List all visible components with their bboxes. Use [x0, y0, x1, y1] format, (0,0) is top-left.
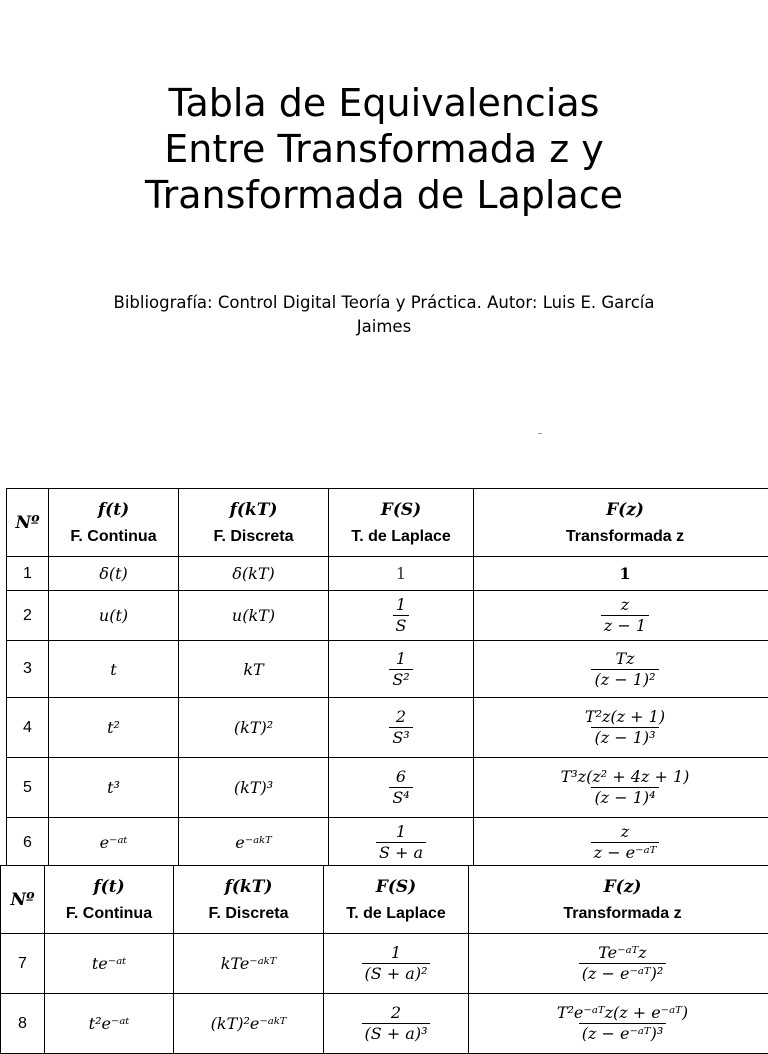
- row-number: 4: [7, 698, 49, 758]
- z-transform: [474, 758, 768, 818]
- title-line-2: Entre Transformada z y: [0, 126, 768, 172]
- discrete-function: (kT)²: [179, 698, 329, 758]
- fraction-numerator: T³z(z² + 4z + 1): [558, 768, 693, 787]
- artifact-mark: [538, 433, 542, 434]
- z-transform: 1: [474, 557, 768, 591]
- continuous-function: te⁻ᵃᵗ: [45, 934, 174, 994]
- table-row: [7, 698, 768, 758]
- table-header-row: [1, 866, 768, 934]
- header-laplace: F(S) T. de Laplace: [324, 866, 469, 934]
- laplace-transform: [324, 934, 469, 994]
- header-z-transform: F(z) Transformada z: [469, 866, 768, 934]
- transform-table-part-1: [6, 488, 768, 868]
- page-title: [0, 80, 768, 218]
- header-discrete: f(kT) F. Discreta: [174, 866, 324, 934]
- row-number: 5: [7, 758, 49, 818]
- fraction-denominator: (z − e⁻ᵃᵀ)²: [579, 963, 667, 983]
- continuous-function: t³: [49, 758, 179, 818]
- discrete-function: (kT)³: [179, 758, 329, 818]
- table-row: [7, 591, 768, 641]
- fraction-denominator: (z − 1)³: [591, 727, 658, 747]
- discrete-function: kTe⁻ᵃᵏᵀ: [174, 934, 324, 994]
- row-number: 7: [1, 934, 45, 994]
- laplace-transform: [329, 698, 474, 758]
- fraction-numerator: T²e⁻ᵃᵀz(z + e⁻ᵃᵀ): [554, 1004, 691, 1023]
- fraction-denominator: (z − 1)⁴: [591, 787, 658, 807]
- fraction-numerator: z: [618, 823, 632, 842]
- fraction-denominator: S: [393, 615, 410, 635]
- transform-table-part-2: [0, 865, 768, 1054]
- laplace-transform: [329, 641, 474, 698]
- table-row: [7, 641, 768, 698]
- z-transform: [474, 641, 768, 698]
- fraction-denominator: z − e⁻ᵃᵀ: [591, 842, 660, 862]
- header-laplace: F(S) T. de Laplace: [329, 489, 474, 557]
- row-number: 3: [7, 641, 49, 698]
- table-row: [7, 818, 768, 868]
- fraction-denominator: (z − 1)²: [591, 669, 658, 689]
- continuous-function: t²: [49, 698, 179, 758]
- table-row: [7, 557, 768, 591]
- fraction-numerator: 6: [393, 768, 409, 787]
- fraction-numerator: 2: [388, 1004, 404, 1023]
- discrete-function: kT: [179, 641, 329, 698]
- fraction-denominator: (z − e⁻ᵃᵀ)³: [579, 1023, 667, 1043]
- fraction-numerator: 1: [393, 596, 409, 615]
- z-transform: [474, 591, 768, 641]
- laplace-transform: [329, 758, 474, 818]
- fraction-denominator: (S + a)²: [362, 963, 431, 983]
- table-header-row: [7, 489, 768, 557]
- z-transform: [469, 934, 768, 994]
- fraction-numerator: T²z(z + 1): [582, 708, 668, 727]
- continuous-function: t: [49, 641, 179, 698]
- header-no: Nº: [1, 866, 45, 934]
- continuous-function: e⁻ᵃᵗ: [49, 818, 179, 868]
- discrete-function: e⁻ᵃᵏᵀ: [179, 818, 329, 868]
- fraction-denominator: S⁴: [389, 787, 412, 807]
- z-transform: [474, 698, 768, 758]
- fraction-numerator: 2: [393, 708, 409, 727]
- fraction-numerator: Te⁻ᵃᵀz: [595, 944, 650, 963]
- discrete-function: u(kT): [179, 591, 329, 641]
- row-number: 1: [7, 557, 49, 591]
- discrete-function: (kT)²e⁻ᵃᵏᵀ: [174, 994, 324, 1054]
- row-number: 2: [7, 591, 49, 641]
- fraction-denominator: S + a: [376, 842, 426, 862]
- discrete-function: δ(kT): [179, 557, 329, 591]
- bibliography-text: Bibliografía: Control Digital Teoría y Práctica. Autor: Luis E. García Jaimes: [90, 291, 678, 339]
- fraction-numerator: z: [618, 596, 632, 615]
- header-no: Nº: [7, 489, 49, 557]
- table-row: [1, 934, 768, 994]
- fraction-numerator: Tz: [612, 650, 637, 669]
- header-continuous: f(t) F. Continua: [49, 489, 179, 557]
- title-line-1: Tabla de Equivalencias: [0, 80, 768, 126]
- fraction-denominator: S²: [389, 669, 412, 689]
- row-number: 6: [7, 818, 49, 868]
- laplace-transform: [329, 818, 474, 868]
- continuous-function: t²e⁻ᵃᵗ: [45, 994, 174, 1054]
- fraction-denominator: (S + a)³: [362, 1023, 431, 1043]
- header-continuous: f(t) F. Continua: [45, 866, 174, 934]
- row-number: 8: [1, 994, 45, 1054]
- fraction-denominator: z − 1: [601, 615, 649, 635]
- continuous-function: u(t): [49, 591, 179, 641]
- fraction-numerator: 1: [393, 650, 409, 669]
- table-row: [7, 758, 768, 818]
- laplace-transform: 1: [329, 557, 474, 591]
- z-transform: [474, 818, 768, 868]
- fraction-numerator: 1: [388, 944, 404, 963]
- header-z-transform: F(z) Transformada z: [474, 489, 768, 557]
- header-discrete: f(kT) F. Discreta: [179, 489, 329, 557]
- fraction-numerator: 1: [393, 823, 409, 842]
- laplace-transform: [329, 591, 474, 641]
- fraction-denominator: S³: [389, 727, 412, 747]
- continuous-function: δ(t): [49, 557, 179, 591]
- title-line-3: Transformada de Laplace: [0, 172, 768, 218]
